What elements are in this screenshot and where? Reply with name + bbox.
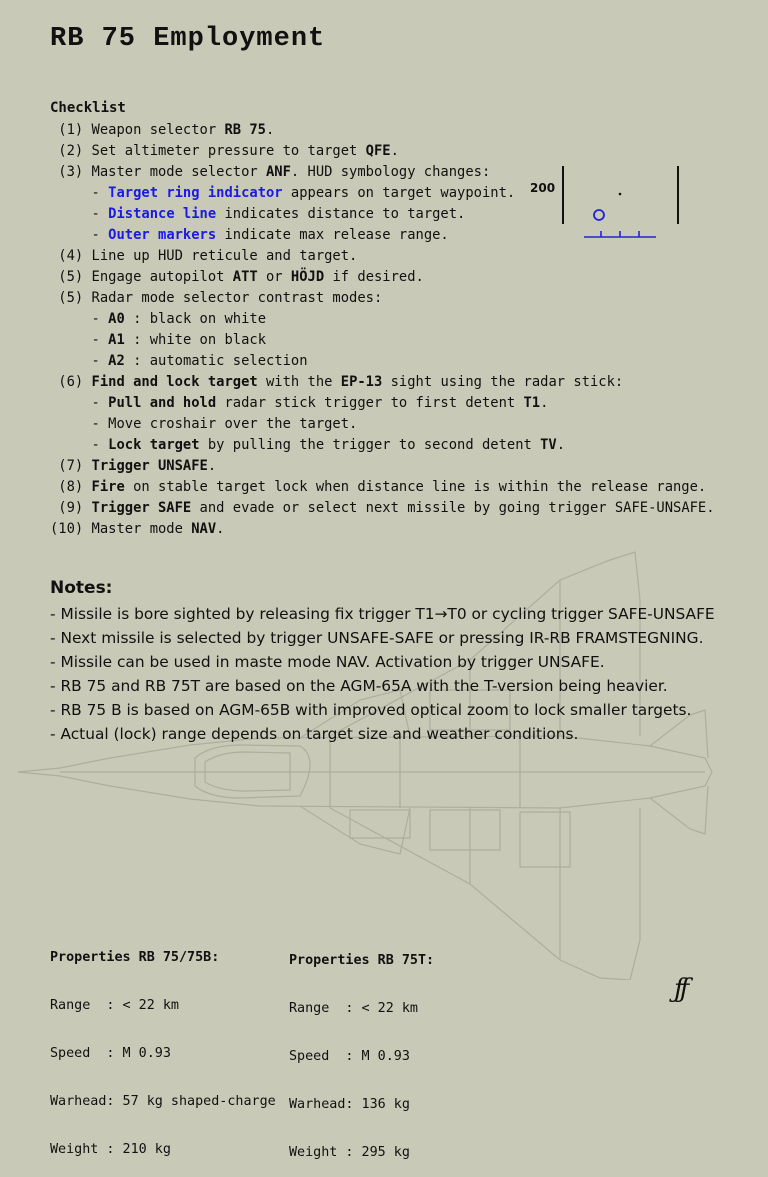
- note-item: - Missile is bore sighted by releasing fix trigger T1→T0 or cycling trigger SAFE-UNSAFE: [50, 605, 715, 623]
- step-number: (7): [50, 458, 84, 474]
- step-text: Line up HUD reticule and target.: [91, 248, 358, 264]
- checklist-heading: Checklist: [50, 100, 126, 116]
- bold-term: A1: [108, 332, 125, 348]
- step-text: sight using the radar stick:: [382, 374, 624, 390]
- bold-term: EP-13: [340, 374, 383, 390]
- bold-term: Pull and hold: [108, 395, 217, 411]
- note-item: - Next missile is selected by trigger UNSAFE-SAFE or pressing IR-RB FRAMSTEGNING.: [50, 629, 704, 647]
- checklist-step: [50, 162, 490, 182]
- step-text: indicate max release range.: [216, 227, 449, 243]
- checklist-step: [50, 267, 424, 287]
- checklist-step: [50, 120, 274, 140]
- step-text: -: [91, 353, 109, 369]
- step-number: (6): [50, 374, 84, 390]
- step-text: indicates distance to target.: [216, 206, 466, 222]
- checklist-step: [50, 393, 548, 413]
- note-item: - RB 75 and RB 75T are based on the AGM-65A with the T-version being heavier.: [50, 677, 668, 695]
- step-text: : white on black: [124, 332, 267, 348]
- step-text: Engage autopilot: [91, 269, 233, 285]
- highlighted-term: Outer markers: [108, 227, 217, 243]
- step-number: [50, 185, 83, 201]
- property-row: Range : < 22 km: [289, 1001, 418, 1016]
- checklist-step: [50, 351, 308, 371]
- bold-term: NAV: [191, 521, 217, 537]
- checklist-step: [50, 435, 565, 455]
- step-number: [50, 353, 83, 369]
- checklist-step: [50, 309, 266, 329]
- checklist-step: [50, 183, 515, 203]
- target-ring-indicator: [594, 210, 604, 220]
- checklist-step: [50, 246, 357, 266]
- step-number: (2): [50, 143, 84, 159]
- properties-rb75-75b: [50, 918, 276, 1174]
- step-text: -: [91, 185, 109, 201]
- property-row: Range : < 22 km: [50, 998, 179, 1013]
- step-text: radar stick trigger to first detent: [216, 395, 524, 411]
- step-number: [50, 437, 83, 453]
- bold-term: QFE: [365, 143, 391, 159]
- step-number: (9): [50, 500, 84, 516]
- step-text: .: [207, 458, 217, 474]
- step-number: [50, 206, 83, 222]
- step-text: Radar mode selector contrast modes:: [91, 290, 383, 306]
- step-text: -: [91, 332, 109, 348]
- step-text: : black on white: [124, 311, 267, 327]
- bold-term: Fire: [91, 479, 125, 495]
- step-number: [50, 416, 83, 432]
- notes-heading: Notes:: [50, 578, 113, 598]
- bold-term: Lock target: [108, 437, 200, 453]
- note-item: - Actual (lock) range depends on target size and weather conditions.: [50, 725, 579, 743]
- step-text: with the: [257, 374, 341, 390]
- hud-symbology-diagram: [528, 162, 688, 244]
- checklist-step: [50, 141, 399, 161]
- step-number: (4): [50, 248, 84, 264]
- highlighted-term: Distance line: [108, 206, 217, 222]
- step-number: (3): [50, 164, 84, 180]
- page-title: RB 75 Employment: [50, 24, 326, 54]
- step-text: if desired.: [324, 269, 424, 285]
- checklist-step: [50, 498, 715, 518]
- property-row: Speed : M 0.93: [289, 1049, 410, 1064]
- step-text: Weapon selector: [91, 122, 225, 138]
- checklist-step: [50, 288, 382, 308]
- step-text: -: [91, 437, 109, 453]
- step-text: appears on target waypoint.: [282, 185, 516, 201]
- bold-term: Trigger UNSAFE: [91, 458, 208, 474]
- bold-term: TV: [540, 437, 557, 453]
- step-text: Master mode selector: [91, 164, 266, 180]
- note-item: - Missile can be used in maste mode NAV. Activation by trigger UNSAFE.: [50, 653, 605, 671]
- step-number: (10): [50, 521, 84, 537]
- step-text: . HUD symbology changes:: [290, 164, 491, 180]
- bold-term: A2: [108, 353, 125, 369]
- checklist-step: [50, 456, 216, 476]
- step-text: or: [257, 269, 291, 285]
- step-text: : automatic selection: [124, 353, 308, 369]
- checklist-step: [50, 414, 357, 434]
- step-number: [50, 227, 83, 243]
- hud-altitude-label: 200: [530, 181, 556, 195]
- step-number: (5): [50, 290, 84, 306]
- bold-term: HÖJD: [290, 269, 325, 285]
- highlighted-term: Target ring indicator: [108, 185, 283, 201]
- hud-waypoint-dot: [619, 193, 622, 196]
- property-row: Weight : 295 kg: [289, 1145, 410, 1160]
- bold-term: ANF: [265, 164, 291, 180]
- checklist-step: [50, 477, 706, 497]
- bold-term: RB 75: [224, 122, 266, 138]
- checklist-step: [50, 330, 266, 350]
- property-row: Warhead: 136 kg: [289, 1097, 410, 1112]
- property-row: Weight : 210 kg: [50, 1142, 171, 1157]
- author-signature: ƒƒ: [674, 974, 686, 1004]
- bold-term: T1: [523, 395, 541, 411]
- step-text: .: [540, 395, 549, 411]
- step-number: [50, 311, 83, 327]
- bold-term: Trigger SAFE: [91, 500, 192, 516]
- step-text: .: [556, 437, 566, 453]
- bold-term: Find and lock target: [91, 374, 258, 390]
- properties-heading: Properties RB 75/75B:: [50, 950, 220, 965]
- checklist-step: [50, 204, 465, 224]
- checklist-step: [50, 519, 224, 539]
- step-number: (8): [50, 479, 84, 495]
- step-text: -: [91, 395, 109, 411]
- properties-rb75t: [289, 921, 434, 1177]
- property-row: Warhead: 57 kg shaped-charge: [50, 1094, 276, 1109]
- step-text: - Move croshair over the target.: [91, 416, 358, 432]
- step-number: (5): [50, 269, 84, 285]
- step-number: (1): [50, 122, 84, 138]
- step-text: .: [266, 122, 275, 138]
- step-text: and evade or select next missile by going trigger SAFE-UNSAFE.: [191, 500, 715, 516]
- step-text: .: [216, 521, 225, 537]
- properties-heading: Properties RB 75T:: [289, 953, 435, 968]
- step-number: [50, 332, 83, 348]
- step-text: on stable target lock when distance line is within the release range.: [124, 479, 707, 495]
- distance-line: [584, 231, 656, 237]
- step-text: -: [91, 227, 109, 243]
- step-text: Set altimeter pressure to target: [91, 143, 366, 159]
- step-text: -: [91, 206, 109, 222]
- step-text: by pulling the trigger to second detent: [199, 437, 541, 453]
- checklist-step: [50, 372, 623, 392]
- property-row: Speed : M 0.93: [50, 1046, 171, 1061]
- bold-term: A0: [108, 311, 125, 327]
- step-text: .: [390, 143, 399, 159]
- step-text: Master mode: [91, 521, 192, 537]
- bold-term: ATT: [232, 269, 258, 285]
- step-text: -: [91, 311, 109, 327]
- step-number: [50, 395, 83, 411]
- checklist-step: [50, 225, 449, 245]
- note-item: - RB 75 B is based on AGM-65B with improved optical zoom to lock smaller targets.: [50, 701, 692, 719]
